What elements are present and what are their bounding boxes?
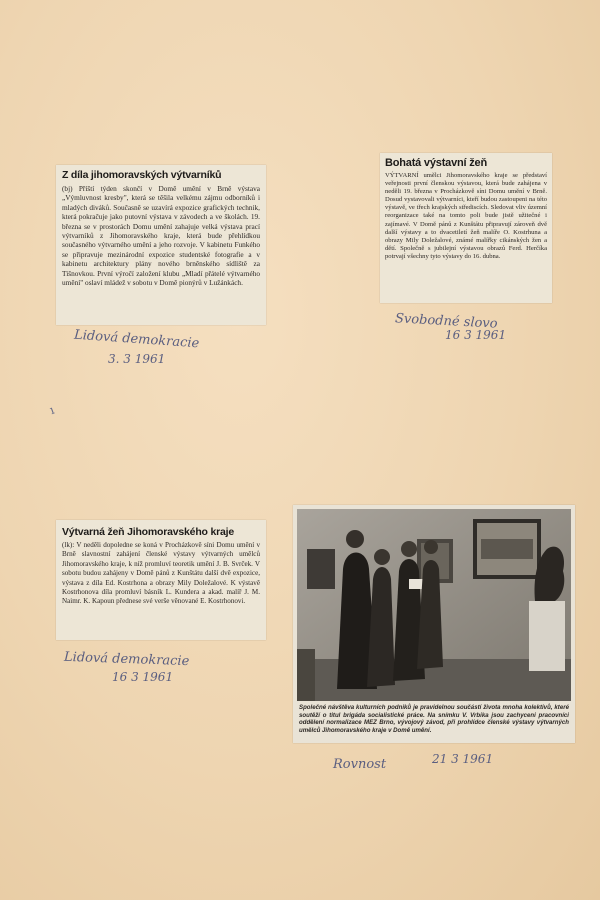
- exhibition-photo: [297, 509, 571, 701]
- pencil-mark: ı: [47, 402, 57, 418]
- handwritten-source: Rovnost: [333, 757, 387, 772]
- handwritten-date: 16 3 1961: [112, 670, 174, 684]
- handwritten-source: Lidová demokracie: [63, 649, 190, 670]
- clipping-body: (lk): V neděli dopoledne se koná v Procházkově síni Domu umění v Brně slavnostní zahájení členské výstavy výtvarných umělců Jihomoravského kraje, k níž promluví teoretik umění J. B. Svrček. V sobotu budou zahájeny v Domě pánů z Kunštátu další dvě expozice, výstava z díla Ed. Kostrhona a obrazy Mily Doležalové. K výstavě Kostrhonova díla promluví básník L. Kundera a akad. malíř J. M. Naimr. K. Kapoun přednese své verše věnované E. Kostrhonovi.: [62, 541, 260, 606]
- handwritten-source: Svobodné slovo: [394, 311, 498, 332]
- clipping-vytvarna-zen: [56, 520, 266, 640]
- clipping-z-dila: [56, 165, 266, 325]
- photo-caption: Společné návštěva kulturních podniků je pravidelnou součástí života mnoha kolektivů, které soutěží o titul brigáda socialistické práce. Na snímku V. Vrbika jsou zachyceni pracovníci oddělení normalizace MEZ Brno, vývojový závod, při prohlídce členské výstavy výtvarných umělců Jihomoravského kraje v Domě umění.: [299, 704, 569, 734]
- clipping-headline: Výtvarná žeň Jihomoravského kraje: [62, 526, 234, 538]
- handwritten-date: 3. 3 1961: [108, 352, 166, 366]
- handwritten-date: 16 3 1961: [445, 328, 507, 342]
- clipping-headline: Z díla jihomoravských výtvarníků: [62, 169, 222, 181]
- handwritten-source: Lidová demokracie: [73, 327, 200, 352]
- clipping-bohata-zen: [380, 153, 552, 303]
- clipping-headline: Bohatá výstavní žeň: [385, 157, 487, 169]
- clipping-photo: [293, 505, 575, 743]
- clipping-body: (bj) Příští týden skončí v Domě umění v Brně výstava „Výmluvnost kresby", která se těšila velkému zájmu odborníků i mladých diváků. Současně se uzavírá expozice grafických technik, která pokračuje jako putovní výstava v závodech a ve školách. 19. března se v prostorách Domu umění zahajuje velká výstava prací výtvarníků z Jihomoravského kraje, která bude přehlídkou současného výtvarného umění a jeho rozvoje. V kabinetu Funkého se připravuje mezinárodní expozice studentské fotografie a v kabinetu architektury plány nového brněnského sídliště za Tišnovkou. První výročí založení klubu „Mladí přátelé výtvarného umění" oslaví mládež v sobotu v Domě pionýrů v Lužánkách.: [62, 184, 260, 288]
- handwritten-date: 21 3 1961: [432, 752, 494, 766]
- clipping-body: VÝTVARNÍ umělci Jihomoravského kraje se představí veřejnosti první členskou výstavou, která bude zahájena v neděli 19. března v Procházkově síni Domu umění v Brně. Dosud vystavovali výtvarníci, kteří budou zastoupeni na této výstavě, ve třech krajských střediscích. Sledovat vliv územní reorganizace také na tomto poli bude jistě užitečné i zajímavé. V Domě pánů z Kunštátu připravují zároveň dvě další výstavy a to dvacetiletí žeň malíře O. Kostrhuna a obrazy Mily Doležalové, známé malířky cikánských žen a dětí. Společně s jubilejní výstavou obrazů Ferd. Herčíka potrvají všechny tyto výstavy do 16. dubna.: [385, 172, 547, 260]
